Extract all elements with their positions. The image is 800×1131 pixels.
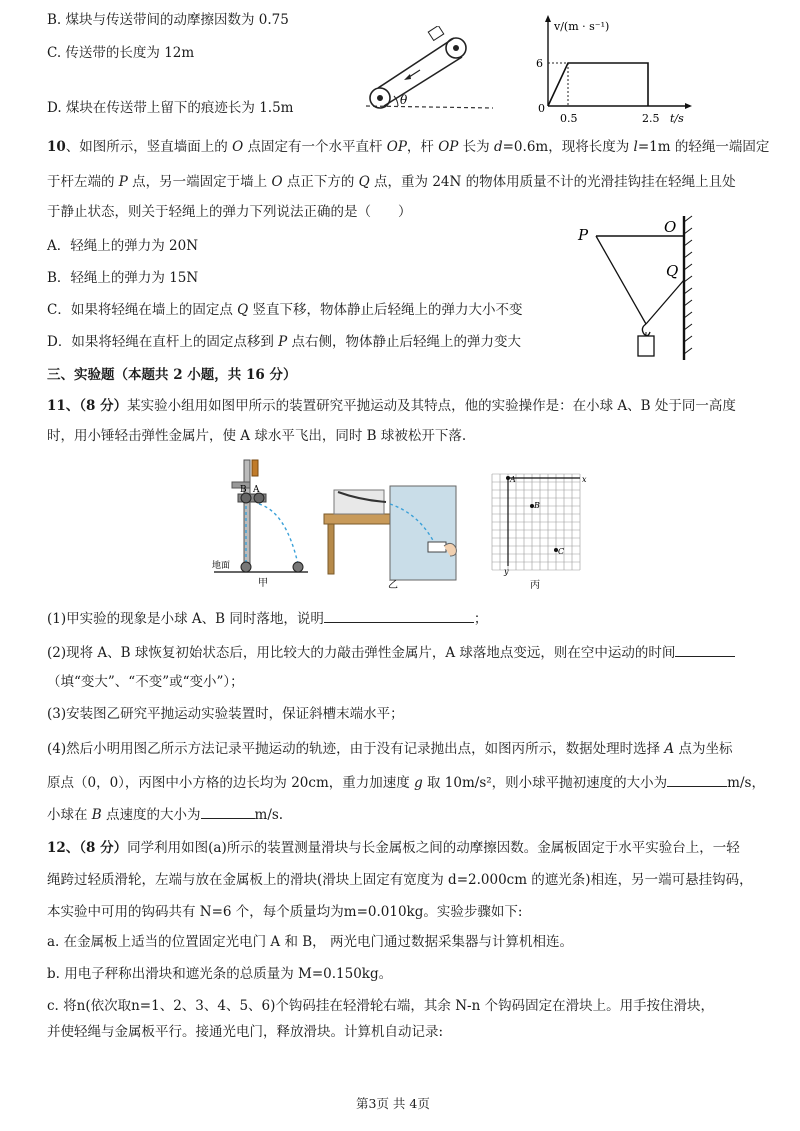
record-board <box>390 486 456 580</box>
section-3-heading: 三、实验题（本题共 2 小题，共 16 分） <box>47 367 297 383</box>
grid-y-label: y <box>504 567 509 576</box>
trajectory-a <box>259 504 298 564</box>
x-tick-0-5: 0.5 <box>560 112 578 125</box>
q9-option-d: D. 煤块在传送带上留下的痕迹长为 1.5m <box>47 100 294 116</box>
y-axis-label: v/(m · s⁻¹) <box>554 20 610 33</box>
grid-point-a-label: A <box>510 475 516 484</box>
point-p-label: P <box>578 226 589 244</box>
ground-label: 地面 <box>212 561 231 571</box>
figure-yi-apparatus <box>320 470 470 592</box>
q9-option-c: C. 传送带的长度为 12m <box>47 45 195 61</box>
q12-line-3: 本实验中可用的钩码共有 N=6 个，每个质量均为m=0.010kg。实验步骤如下: <box>47 904 523 920</box>
figure-jia-apparatus <box>208 452 318 592</box>
point-q-label: Q <box>666 262 679 280</box>
conveyor-belt-figure <box>358 26 498 116</box>
figure-jia-caption: 甲 <box>258 578 268 589</box>
angle-theta-label: θ <box>400 93 408 107</box>
q12-line-2: 绳跨过轻质滑轮，左端与放在金属板上的滑块(滑块上固定有宽度为 d=2.000cm 的遮光条)相连，另一端可悬挂钩码， <box>47 872 753 888</box>
q10-line-1: 10、如图所示，竖直墙面上的 O 点固定有一个水平直杆 OP，杆 OP 长为 d=0.6m，现将长度为 l=1m 的轻绳一端固定 <box>47 139 770 155</box>
q11-part-4-line-3: 小球在 B 点速度的大小为 m/s. <box>47 804 283 825</box>
grid-point-c-label: C <box>558 547 565 556</box>
rope-right <box>646 280 684 324</box>
q11-line-2: 时，用小锤轻击弹性金属片，使 A 球水平飞出，同时 B 球被松开下落. <box>47 428 467 444</box>
q10-option-a: A．轻绳上的弹力为 20N <box>47 238 199 254</box>
x-tick-2-5: 2.5 <box>642 112 660 125</box>
q10-option-b: B．轻绳上的弹力为 15N <box>47 270 199 286</box>
rope-wall-figure <box>572 212 702 364</box>
stand-pole <box>244 460 250 568</box>
x-axis-label: t/s <box>670 112 684 125</box>
q12-line-1: 12、（8 分）同学利用如图(a)所示的装置测量滑块与长金属板之间的动摩擦因数。金属板固定于水平实验台上，一轻 <box>47 840 740 856</box>
weight-block <box>638 336 654 356</box>
velocity-series-line <box>548 63 648 106</box>
q11-part-3: (3)安装图乙研究平抛运动实验装置时，保证斜槽末端水平； <box>47 706 404 722</box>
q9-option-b: B. 煤块与传送带间的动摩擦因数为 0.75 <box>47 12 289 28</box>
q11-part-2-hint: （填“变大”、“不变”或“变小”）； <box>47 674 244 690</box>
answer-blank-4[interactable] <box>201 804 255 819</box>
origin-label: 0 <box>538 102 545 115</box>
answer-blank-1[interactable] <box>324 608 474 623</box>
q11-part-4-line-1: (4)然后小明用图乙所示方法记录平抛运动的轨迹，由于没有记录抛出点，如图丙所示，数据处理时选择 A 点为坐标 <box>47 741 733 757</box>
point-o-label: O <box>664 218 677 236</box>
y-tick-6: 6 <box>536 57 543 70</box>
q12-step-c-line-2: 并使轻绳与金属板平行。接通光电门，释放滑块。计算机自动记录: <box>47 1024 444 1040</box>
answer-blank-3[interactable] <box>667 772 727 787</box>
q11-part-4-line-2: 原点（0，0），丙图中小方格的边长均为 20cm，重力加速度 g 取 10m/s²，则小球平抛初速度的大小为 m/s， <box>47 772 765 793</box>
figure-bing-grid <box>482 470 592 592</box>
figure-bing-caption: 丙 <box>530 580 540 591</box>
q11-line-1: 11、（8 分）某实验小组用如图甲所示的装置研究平抛运动及其特点，他的实验操作是：在小球 A、B 处于同一高度 <box>47 398 736 414</box>
q10-option-c: C．如果将轻绳在墙上的固定点 Q 竖直下移，物体静止后轻绳上的弹力大小不变 <box>47 302 523 318</box>
ball-b-label: B <box>240 485 247 495</box>
answer-blank-2[interactable] <box>675 642 735 657</box>
q11-part-2: (2)现将 A、B 球恢复初始状态后，用比较大的力敲击弹性金属片，A 球落地点变远，则在空中运动的时间 <box>47 642 735 663</box>
q10-line-2: 于杆左端的 P 点，另一端固定于墙上 O 点正下方的 Q 点，重为 24N 的物体用质量不计的光滑挂钩挂在轻绳上且处 <box>47 174 736 190</box>
q11-part-1: (1)甲实验的现象是小球 A、B 同时落地，说明 ； <box>47 608 487 629</box>
q12-step-a: a. 在金属板上适当的位置固定光电门 A 和 B， 两光电门通过数据采集器与计算机相连。 <box>47 934 573 950</box>
grid-point-b-label: B <box>534 501 540 510</box>
page-footer: 第3页 共 4页 <box>356 1096 430 1111</box>
figure-yi-caption: 乙 <box>388 580 398 591</box>
q12-step-b: b. 用电子秤称出滑块和遮光条的总质量为 M=0.150kg。 <box>47 966 393 982</box>
q12-step-c-line-1: c. 将n(依次取n=1、2、3、4、5、6)个钩码挂在轻滑轮右端，其余 N-n 个钩码固定在滑块上。用手按住滑块， <box>47 998 715 1014</box>
rope-left <box>596 236 646 324</box>
ball-a-label: A <box>253 485 260 495</box>
q10-line-3: 于静止状态，则关于轻绳上的弹力下列说法正确的是（ ） <box>47 204 412 220</box>
velocity-time-graph <box>530 10 700 130</box>
q10-option-d: D．如果将轻绳在直杆上的固定点移到 P 点右侧，物体静止后轻绳上的弹力变大 <box>47 334 522 350</box>
grid-x-label: x <box>582 475 587 484</box>
